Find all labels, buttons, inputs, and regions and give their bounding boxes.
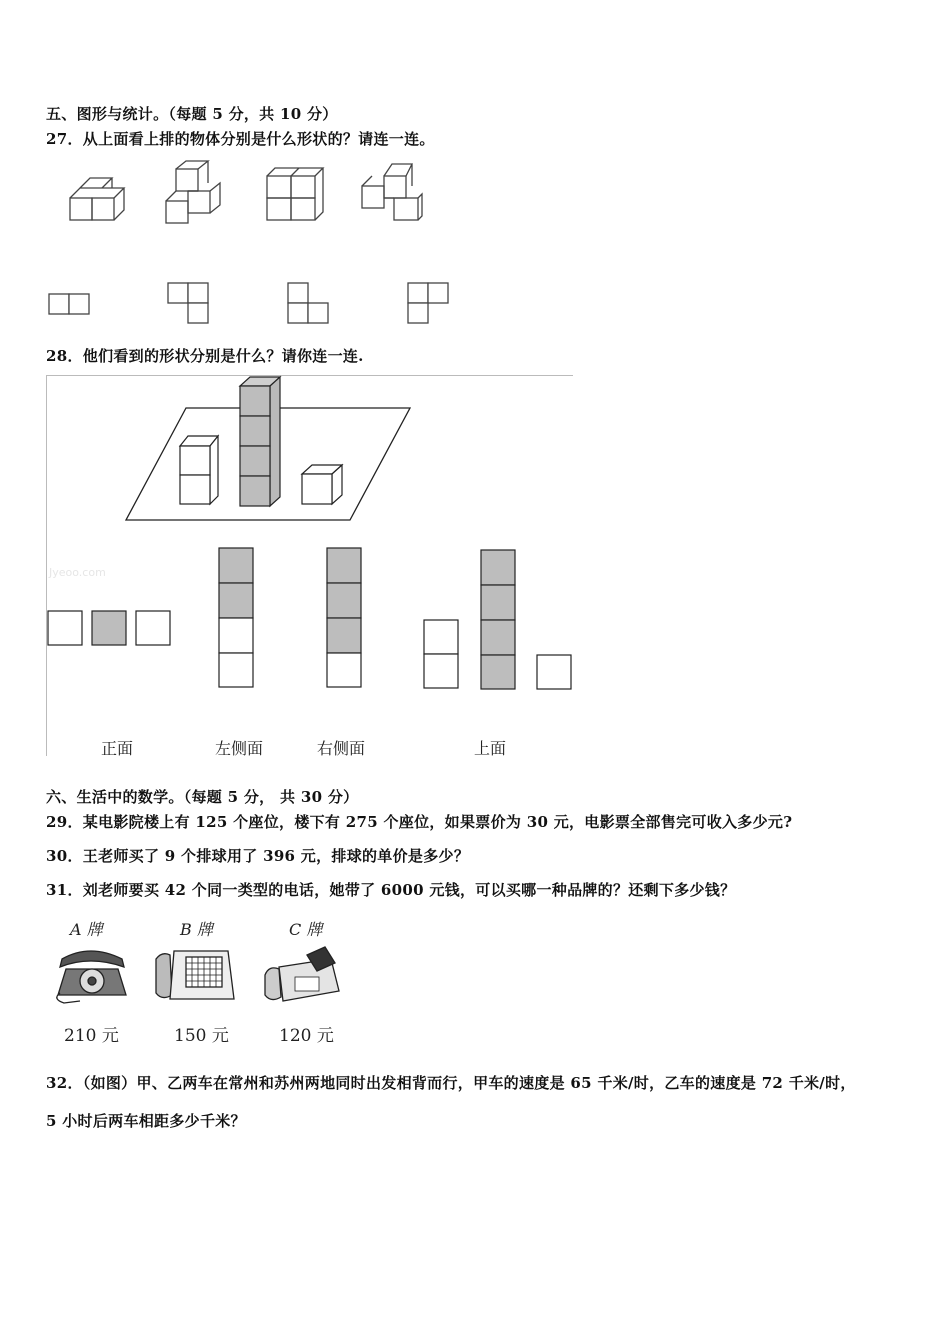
watermark: Jyeoo.com: [49, 566, 106, 579]
q27-figure-4: [362, 164, 422, 220]
q28-view-column-b: [327, 548, 361, 687]
q28-view-group-c: [424, 550, 571, 689]
question-30: 30．王老师买了 9 个排球用了 396 元，排球的单价是多少？: [46, 847, 470, 865]
phone-c-price: 120 元: [279, 1026, 334, 1046]
rotary-phone-icon: [57, 951, 126, 1003]
phone-b: [156, 920, 234, 1046]
phone-a-price: 210 元: [64, 1026, 119, 1046]
question-27: 27．从上面看上排的物体分别是什么形状的？请连一连。: [46, 130, 435, 148]
q27-view-3: [288, 283, 328, 323]
q27-figure-1: [70, 178, 124, 220]
label-front: 正面: [101, 739, 134, 758]
phone-b-price: 150 元: [174, 1026, 229, 1046]
q28-stack-tall: [240, 377, 280, 506]
label-right-side: 右侧面: [317, 739, 366, 758]
phone-b-brand: B 牌: [180, 920, 213, 939]
phone-c-brand: C 牌: [289, 920, 323, 939]
cordless-phone-icon: [265, 947, 339, 1001]
q27-view-1: [49, 294, 89, 314]
keypad-phone-icon: [156, 951, 234, 999]
question-32-line1: 32．（如图）甲、乙两车在常州和苏州两地同时出发相背而行，甲车的速度是 65 千米/时，乙车的速度是 72 千米/时，: [46, 1074, 856, 1092]
q27-top-views: [46, 280, 466, 330]
question-28: 28．他们看到的形状分别是什么？请你连一连.: [46, 347, 364, 365]
q28-single-cube: [302, 465, 342, 504]
q27-view-2: [168, 283, 208, 323]
q27-view-4: [408, 283, 448, 323]
q27-figure-3: [267, 168, 323, 220]
phone-a-brand: A 牌: [70, 920, 103, 939]
section5-heading: 五、图形与统计。（每题 5 分，共 10 分）: [46, 105, 338, 123]
question-32-line2: 5 小时后两车相距多少千米？: [46, 1112, 246, 1130]
section6-heading: 六、生活中的数学。（每题 5 分， 共 30 分）: [46, 788, 359, 806]
phone-a: [57, 920, 126, 1046]
label-left-side: 左侧面: [215, 739, 264, 758]
q28-figure: [46, 374, 576, 759]
label-top: 上面: [474, 739, 507, 758]
q27-cube-figures: [60, 158, 460, 233]
phone-c: [265, 920, 339, 1046]
q28-view-column-a: [219, 548, 253, 687]
q28-view-row-of-three: [48, 611, 170, 645]
question-31: 31．刘老师要买 42 个同一类型的电话，她带了 6000 元钱，可以买哪一种品牌的？还剩下多少钱？: [46, 881, 736, 899]
q28-stack-left: [180, 436, 218, 504]
phone-options: [50, 915, 360, 1050]
question-29: 29．某电影院楼上有 125 个座位，楼下有 275 个座位，如果票价为 30 元，电影票全部售完可收入多少元?: [46, 813, 793, 831]
q27-figure-2: [166, 161, 220, 223]
